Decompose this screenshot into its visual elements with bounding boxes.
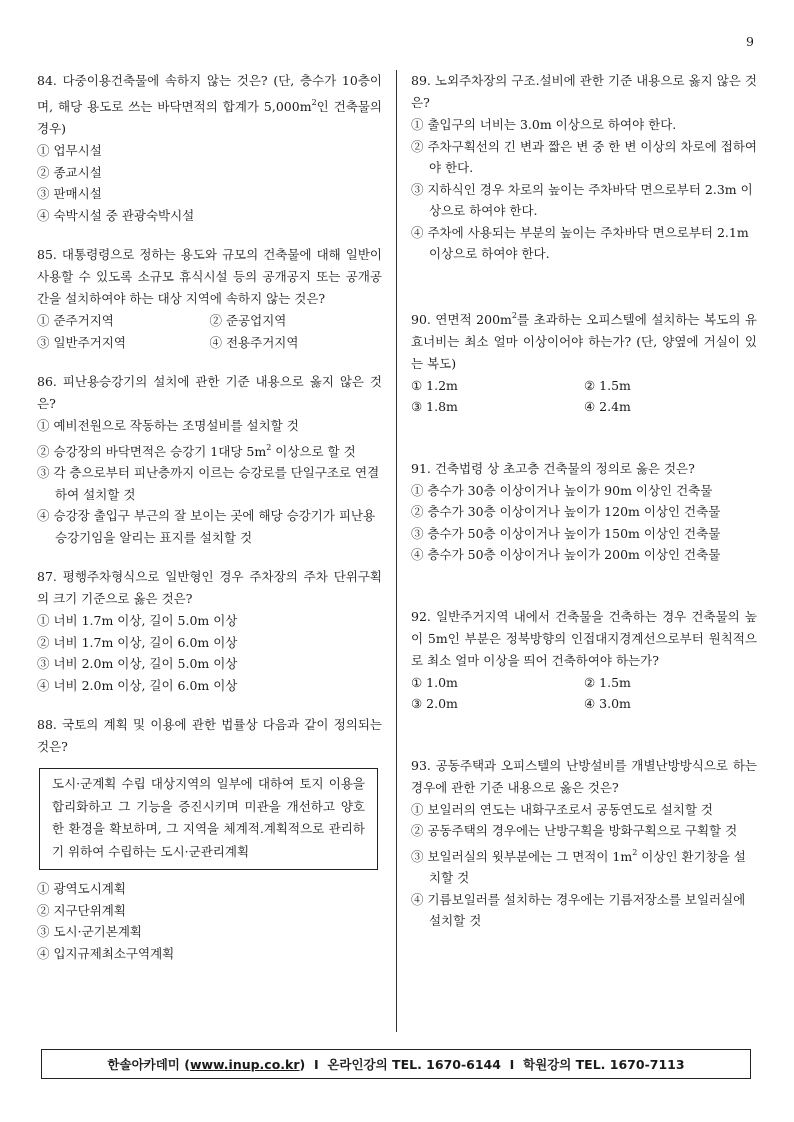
footer-website-link[interactable]: www.inup.co.kr	[189, 1056, 300, 1072]
option: ④ 3.0m	[584, 696, 631, 711]
question-85	[37, 244, 382, 353]
option: ② 주차구획선의 긴 변과 짧은 변 중 한 변 이상의 차로에 접하여야 한다.	[411, 138, 758, 175]
question-87-text: 87. 평행주차형식으로 일반형인 경우 주차장의 주차 단위구획의 크기 기준으로 옳은 것은?	[37, 569, 382, 606]
question-84-text: 84. 다중이용건축물에 속하지 않는 것은? (단, 층수가 10층이며, 해당 용도로 쓰는 바닥면적의 합계가 $5,000m^2$인 건축물의 경우)	[37, 73, 382, 136]
option: ② 1.5m	[584, 377, 631, 393]
option: ③ 층수가 50층 이상이거나 높이가 150m 이상인 건축물	[411, 525, 721, 541]
question-92-text: 92. 일반주거지역 내에서 건축물을 건축하는 경우 건축물의 높이 5m인 부분은 정북방향의 인접대지경계선으로부터 원칙적으로 최소 얼마 이상을 띄어 건축하여야 하는가?	[411, 608, 757, 668]
option: ① 업무시설	[37, 143, 102, 158]
option-row	[411, 672, 757, 694]
option: ③ 판매시설	[37, 186, 102, 201]
column-divider	[396, 70, 397, 1032]
question-89-text: 89. 노외주차장의 구조.설비에 관한 기준 내용으로 옳지 않은 것은?	[411, 73, 757, 110]
question-87	[37, 566, 382, 696]
footer-banner	[41, 1049, 751, 1079]
option-row	[37, 310, 382, 332]
option: ③ 보일러실의 윗부분에는 그 면적이 $1m^2$ 이상인 환기창을 설치할 것	[411, 847, 746, 885]
question-85-text: 85. 대통령령으로 정하는 용도와 규모의 건축물에 대해 일반이 사용할 수 있도록 소규모 휴식시설 등의 공개공지 또는 공개공간을 설치하여야 하는 대상 지역에 속하지 않는 것은?	[37, 247, 382, 306]
definition-box: 도시·군계획 수립 대상지역의 일부에 대하여 토지 이용을 합리화하고 그 기능을 증진시키며 미관을 개선하고 양호한 환경을 확보하며, 그 지역을 체계적.계획적으로 관리하기 위하여 수립하는 도시·군관리계획	[39, 768, 378, 870]
option: ③ 너비 2.0m 이상, 길이 5.0m 이상	[37, 656, 238, 671]
right-column	[411, 70, 757, 932]
option: ② 공동주택의 경우에는 난방구획을 방화구획으로 구획할 것	[411, 823, 738, 838]
option: ① 예비전원으로 작동하는 조명설비를 설치할 것	[37, 418, 299, 433]
option: ① 준주거지역	[37, 313, 114, 328]
option: ① 1.0m	[411, 674, 458, 690]
option: ④ 기름보일러를 설치하는 경우에는 기름저장소를 보일러실에 설치할 것	[411, 891, 746, 928]
option: ④ 입지규제최소구역계획	[37, 945, 175, 961]
option: ④ 2.4m	[584, 399, 631, 414]
option: ③ 지하식인 경우 차로의 높이는 주차바닥 면으로부터 2.3m 이상으로 하여야 한다.	[411, 181, 753, 218]
option: ① 광역도시계획	[37, 881, 126, 896]
question-91	[411, 458, 757, 566]
question-89	[411, 70, 757, 265]
page-number: 9	[746, 34, 754, 49]
option: ④ 너비 2.0m 이상, 길이 6.0m 이상	[37, 677, 238, 693]
question-93	[411, 755, 757, 932]
option: ② 1.5m	[584, 674, 631, 690]
footer-academy: 한솔아카데미 (	[107, 1057, 190, 1072]
option: ④ 주차에 사용되는 부분의 높이는 주차바닥 면으로부터 2.1m 이상으로 하여야 한다.	[411, 224, 749, 261]
question-93-text: 93. 공동주택과 오피스텔의 난방설비를 개별난방방식으로 하는 경우에 관한 기준 내용으로 옳은 것은?	[411, 757, 757, 795]
option: ② 종교시설	[37, 164, 102, 180]
question-90	[411, 305, 757, 418]
option: ① 보일러의 연도는 내화구조로서 공동연도로 설치할 것	[411, 801, 713, 817]
option: ② 승강장의 바닥면적은 승강기 1대당 $5m^2$ 이상으로 할 것	[37, 442, 356, 459]
option-row	[411, 375, 757, 397]
option: ④ 전용주거지역	[209, 334, 299, 350]
option: ④ 층수가 50층 이상이거나 높이가 200m 이상인 건축물	[411, 547, 721, 562]
option: ③ 일반주거지역	[37, 334, 126, 350]
question-84	[37, 70, 382, 226]
option: ② 너비 1.7m 이상, 길이 6.0m 이상	[37, 634, 238, 650]
left-column	[37, 70, 382, 964]
option: ② 준공업지역	[209, 313, 287, 328]
option: ④ 승강장 출입구 부근의 잘 보이는 곳에 해당 승강기가 피난용승강기임을 알리는 표지를 설치할 것	[37, 508, 376, 545]
question-86	[37, 371, 382, 548]
question-90-text: 90. 연면적 $200m^2$를 초과하는 오피스텔에 설치하는 복도의 유효너비는 최소 얼마 이상이어야 하는가? (단, 양옆에 거실이 있는 복도)	[411, 310, 758, 371]
option: ① 너비 1.7m 이상, 길이 5.0m 이상	[37, 613, 238, 628]
question-86-text: 86. 피난용승강기의 설치에 관한 기준 내용으로 옳지 않은 것은?	[37, 374, 382, 411]
option: ③ 각 층으로부터 피난층까지 이르는 승강로를 단일구조로 연결하여 설치할 것	[37, 465, 380, 502]
footer-contact: ) I 온라인강의 TEL. 1670-6144 I 학원강의 TEL. 1670-7113	[299, 1057, 685, 1072]
option: ① 층수가 30층 이상이거나 높이가 90m 이상인 건축물	[411, 482, 713, 498]
option-row	[411, 396, 757, 418]
question-92	[411, 606, 757, 715]
option: ② 지구단위계획	[37, 902, 126, 918]
option-row	[411, 693, 757, 715]
option: ④ 숙박시설 중 관광숙박시설	[37, 207, 195, 223]
option-row	[37, 332, 382, 354]
option: ③ 1.8m	[411, 399, 458, 414]
option: ③ 2.0m	[411, 696, 458, 711]
option: ③ 도시·군기본계획	[37, 924, 142, 939]
option: ① 출입구의 너비는 3.0m 이상으로 하여야 한다.	[411, 117, 677, 132]
question-88-text: 88. 국토의 계획 및 이용에 관한 법률상 다음과 같이 정의되는 것은?	[37, 717, 382, 754]
option: ② 층수가 30층 이상이거나 높이가 120m 이상인 건축물	[411, 504, 721, 519]
question-88	[37, 714, 382, 964]
question-91-text: 91. 건축법령 상 초고층 건축물의 정의로 옳은 것은?	[411, 460, 695, 476]
option: ① 1.2m	[411, 377, 458, 393]
